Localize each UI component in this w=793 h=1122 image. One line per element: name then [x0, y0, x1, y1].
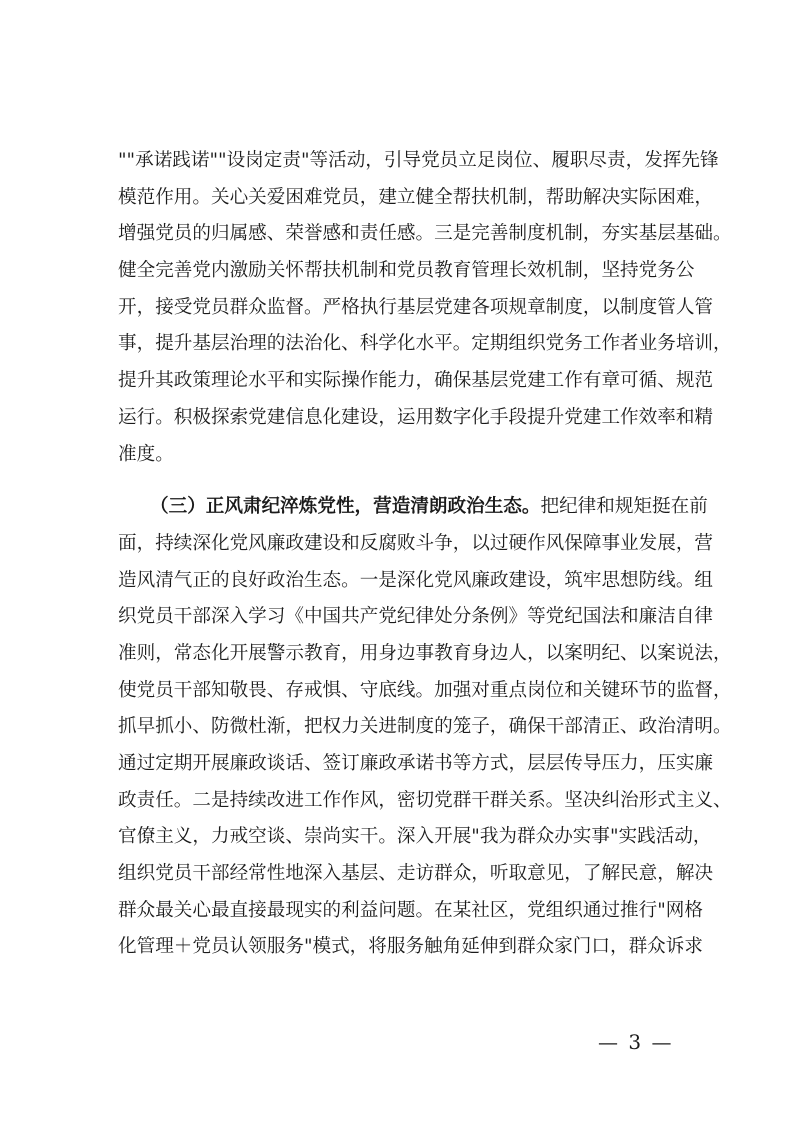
paragraph-line: 开，接受党员群众监督。严格执行基层党建各项规章制度，以制度管人管 — [118, 296, 714, 318]
paragraph-line: 化管理＋党员认领服务"模式，将服务触角延伸到群众家门口，群众诉求 — [118, 936, 703, 958]
paragraph-line: 通过定期开展廉政谈话、签订廉政承诺书等方式，层层传导压力，压实廉 — [118, 753, 714, 774]
paragraph-line: 织党员干部深入学习《中国共产党纪律处分条例》等党纪国法和廉洁自律 — [118, 606, 714, 628]
page-number: — 3 — — [598, 1030, 674, 1054]
paragraph-line: 政责任。二是持续改进工作作风，密切党群干群关系。坚决纠治形式主义、 — [118, 789, 732, 811]
paragraph-line: 群众最关心最直接最现实的利益问题。在某社区，党组织通过推行"网格 — [118, 899, 703, 921]
paragraph-line: 准则，常态化开展警示教育，用身边事教育身边人，以案明纪、以案说法， — [118, 642, 732, 664]
paragraph-line: 准度。 — [118, 443, 174, 465]
paragraph-line: ""承诺践诺""设岗定责"等活动，引导党员立足岗位、履职尽责，发挥先锋 — [118, 150, 719, 171]
section-first-line-text: 把纪律和规矩挺在前 — [540, 496, 708, 518]
paragraph-line: 抓早抓小、防微杜渐，把权力关进制度的笼子，确保干部清正、政治清明。 — [118, 716, 732, 738]
body-text — [118, 143, 732, 966]
paragraph-line: 事，提升基层治理的法治化、科学化水平。定期组织党务工作者业务培训， — [118, 333, 732, 355]
paragraph-line: 组织党员干部经常性地深入基层、走访群众，听取意见，了解民意，解决 — [118, 863, 714, 885]
section-first-line — [118, 489, 708, 526]
paragraph-line: 造风清气正的良好政治生态。一是深化党风廉政建设，筑牢思想防线。组 — [118, 569, 714, 591]
paragraph-line: 模范作用。关心关爱困难党员，建立健全帮扶机制，帮助解决实际困难， — [118, 186, 714, 208]
paragraph-line: 使党员干部知敬畏、存戒惧、守底线。加强对重点岗位和关键环节的监督， — [118, 679, 732, 701]
paragraph-line: 面，持续深化党风廉政建设和反腐败斗争，以过硬作风保障事业发展，营 — [118, 532, 714, 554]
paragraph-line: 运行。积极探索党建信息化建设，运用数字化手段提升党建工作效率和精 — [118, 406, 714, 428]
section-heading: （三）正风肃纪淬炼党性，营造清朗政治生态。 — [150, 496, 541, 518]
paragraph-line: 增强党员的归属感、荣誉感和责任感。三是完善制度机制，夯实基层基础。 — [118, 223, 732, 245]
paragraph-line: 官僚主义，力戒空谈、崇尚实干。深入开展"我为群众办实事"实践活动， — [118, 826, 712, 848]
paragraph-line: 健全完善党内激励关怀帮扶机制和党员教育管理长效机制，坚持党务公 — [118, 260, 695, 282]
paragraph-line: 提升其政策理论水平和实际操作能力，确保基层党建工作有章可循、规范 — [118, 370, 714, 392]
